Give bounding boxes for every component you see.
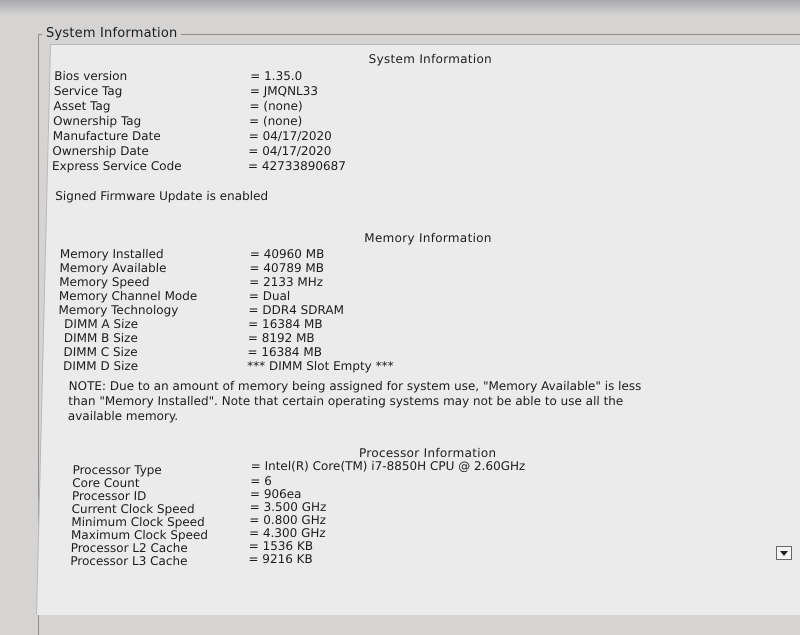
label-current-clock-speed: Current Clock Speed (71, 502, 195, 516)
value-dimm-b-size: = 8192 MB (247, 331, 315, 345)
value-core-count: = 6 (250, 474, 273, 488)
value-processor-id: = 906ea (249, 487, 302, 501)
value-memory-speed: = 2133 MHz (249, 275, 324, 289)
value-dimm-a-size: = 16384 MB (247, 317, 323, 331)
label-minimum-clock-speed: Minimum Clock Speed (71, 515, 205, 529)
label-dimm-d-size: DIMM D Size (62, 359, 139, 373)
value-ownership-tag: = (none) (248, 114, 303, 128)
label-memory-technology: Memory Technology (58, 303, 179, 317)
label-bios-version: Bios version (54, 69, 128, 83)
label-memory-installed: Memory Installed (59, 247, 164, 261)
value-maximum-clock-speed: = 4.300 GHz (248, 526, 326, 540)
memory-info-header: Memory Information (364, 231, 492, 245)
value-minimum-clock-speed: = 0.800 GHz (249, 513, 327, 527)
value-ownership-date: = 04/17/2020 (248, 144, 332, 158)
label-dimm-a-size: DIMM A Size (63, 317, 139, 331)
value-memory-available: = 40789 MB (249, 261, 325, 275)
value-dimm-c-size: = 16384 MB (247, 345, 323, 359)
label-ownership-date: Ownership Date (52, 144, 150, 158)
label-memory-channel-mode: Memory Channel Mode (58, 289, 198, 303)
label-processor-type: Processor Type (72, 463, 162, 477)
system-info-header: System Information (368, 52, 493, 66)
value-processor-type: = Intel(R) Core(TM) i7-8850H CPU @ 2.60GHz (250, 459, 526, 473)
value-processor-l3-cache: = 9216 KB (248, 552, 313, 566)
label-memory-available: Memory Available (59, 261, 167, 275)
scroll-down-button[interactable] (776, 546, 792, 560)
value-service-tag: = JMQNL33 (249, 84, 319, 98)
info-panel (36, 44, 800, 615)
value-memory-channel-mode: = Dual (248, 289, 291, 303)
value-express-service-code: = 42733890687 (247, 159, 347, 173)
label-dimm-b-size: DIMM B Size (63, 331, 138, 345)
memory-note-line-3: available memory. (67, 409, 179, 423)
value-asset-tag: = (none) (249, 99, 303, 113)
memory-note-line-2: than "Memory Installed". Note that certain operating systems may not be able to use all the (68, 394, 624, 408)
label-dimm-c-size: DIMM C Size (63, 345, 138, 359)
window-top-edge (0, 0, 800, 14)
label-maximum-clock-speed: Maximum Clock Speed (70, 528, 209, 542)
group-box-title: System Information (42, 26, 181, 41)
label-ownership-tag: Ownership Tag (52, 114, 142, 128)
label-manufacture-date: Manufacture Date (52, 129, 161, 143)
value-memory-installed: = 40960 MB (249, 247, 325, 261)
label-processor-l2-cache: Processor L2 Cache (70, 541, 188, 555)
value-bios-version: = 1.35.0 (250, 69, 303, 83)
arrow-down-icon (780, 551, 788, 556)
value-memory-technology: = DDR4 SDRAM (248, 303, 345, 317)
firmware-update-note: Signed Firmware Update is enabled (55, 189, 269, 203)
label-processor-id: Processor ID (71, 489, 147, 503)
label-memory-speed: Memory Speed (59, 275, 150, 289)
processor-info-header: Processor Information (358, 446, 497, 460)
label-service-tag: Service Tag (53, 84, 123, 98)
label-express-service-code: Express Service Code (51, 159, 182, 173)
label-core-count: Core Count (72, 476, 140, 490)
value-manufacture-date: = 04/17/2020 (248, 129, 332, 143)
label-asset-tag: Asset Tag (53, 99, 111, 113)
value-current-clock-speed: = 3.500 GHz (249, 500, 327, 514)
value-processor-l2-cache: = 1536 KB (248, 539, 314, 553)
value-dimm-d-size: *** DIMM Slot Empty *** (246, 359, 394, 373)
label-processor-l3-cache: Processor L3 Cache (70, 554, 188, 568)
memory-note-line-1: NOTE: Due to an amount of memory being assigned for system use, "Memory Available" is less (68, 379, 642, 393)
